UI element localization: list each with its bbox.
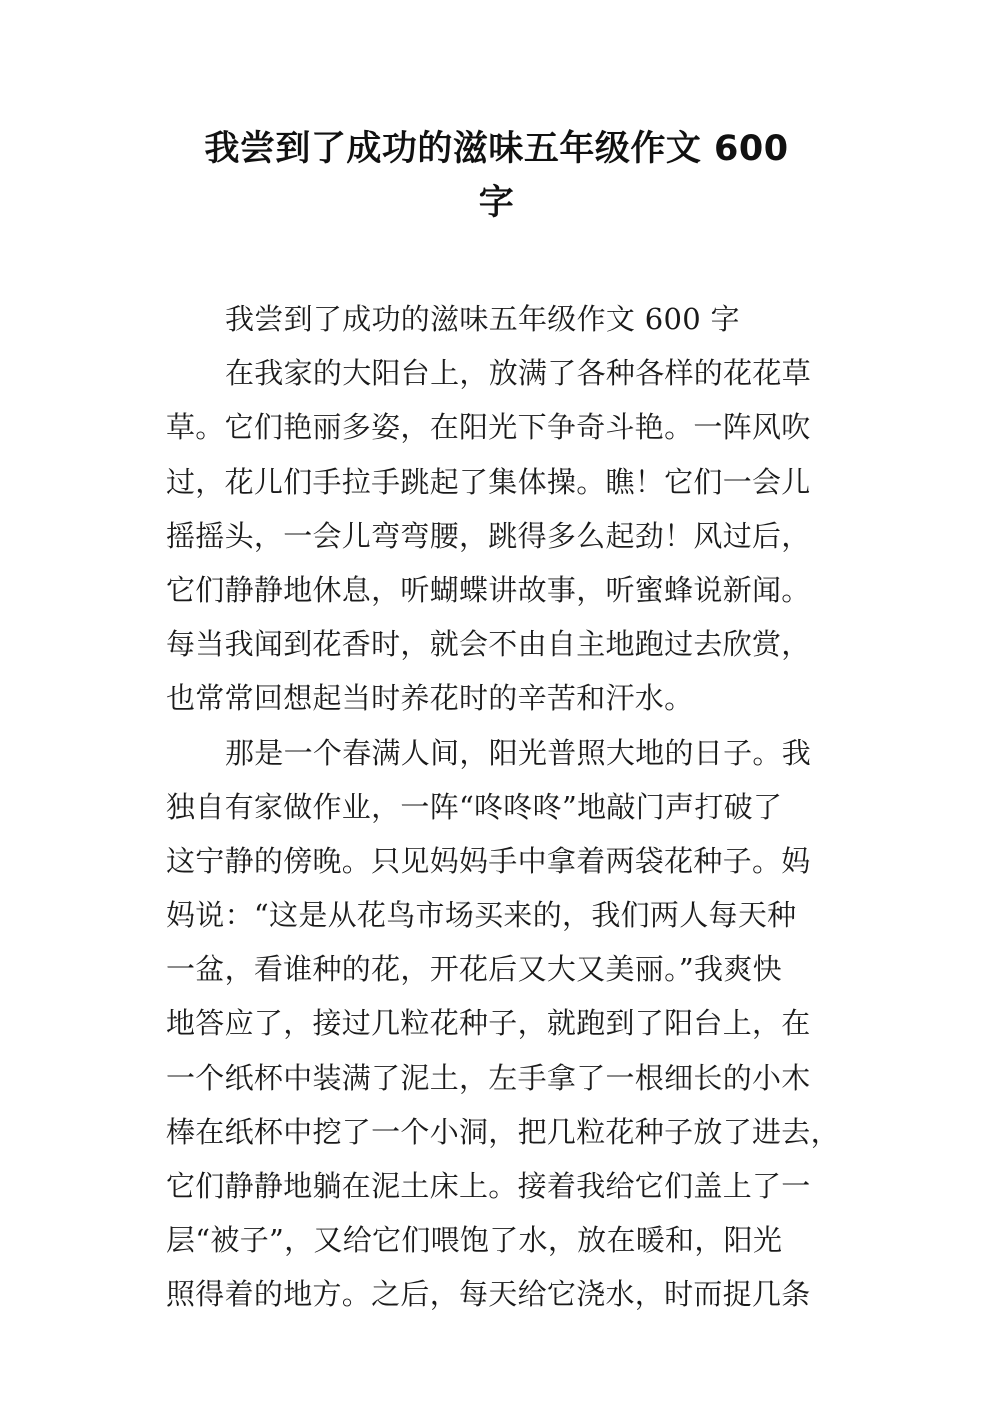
paragraph-1-line: 也常常回想起当时养花时的辛苦和汗水。 [166,681,694,716]
title-line-2: 字 [478,183,515,223]
paragraph-2-line: 它们静静地躺在泥土床上。接着我给它们盖上了一 [166,1169,811,1203]
paragraph-1-line: 过，花儿们手拉手跳起了集体操。瞧！它们一会儿 [166,464,811,499]
paragraph-2-line: 独自有家做作业，一阵“咚咚咚”地敲门声打破了 [166,789,783,824]
subtitle-line: 我尝到了成功的滋味五年级作文 600 字 [225,302,740,336]
paragraph-2-line: 棒在纸杯中挖了一个小洞，把几粒花种子放了进去， [166,1114,840,1149]
document-title [150,122,843,230]
paragraph-1-line: 每当我闻到花香时，就会不由自主地跑过去欣赏， [166,627,811,662]
paragraph-2-line: 那是一个春满人间，阳光普照大地的日子。我 [225,735,812,770]
paragraph-2-line: 地答应了，接过几粒花种子，就跑到了阳台上，在 [166,1006,811,1041]
paragraph-1-line: 它们静静地休息，听蝴蝶讲故事，听蜜蜂说新闻。 [166,572,811,607]
paragraph-2-line: 层“被子”，又给它们喂饱了水，放在暖和，阳光 [166,1223,783,1258]
paragraph-1-line: 草。它们艳丽多姿，在阳光下争奇斗艳。一阵风吹 [166,410,811,445]
paragraph-2-line: 照得着的地方。之后，每天给它浇水，时而捉几条 [166,1277,811,1312]
paragraph-2-line: 妈说：“这是从花鸟市场买来的，我们两人每天种 [166,898,797,933]
title-line-1: 我尝到了成功的滋味五年级作文 600 [204,129,789,169]
paragraph-2-line: 这宁静的傍晚。只见妈妈手中拿着两袋花种子。妈 [166,843,811,878]
paragraph-1-line: 在我家的大阳台上，放满了各种各样的花花草 [225,356,812,391]
paragraph-1-line: 摇摇头，一会儿弯弯腰，跳得多么起劲！风过后， [166,518,811,553]
paragraph-2-line: 一盆，看谁种的花，开花后又大又美丽。”我爽快 [166,952,782,987]
document-body [166,292,840,1322]
paragraph-2-line: 一个纸杯中装满了泥土，左手拿了一根细长的小木 [166,1060,811,1095]
